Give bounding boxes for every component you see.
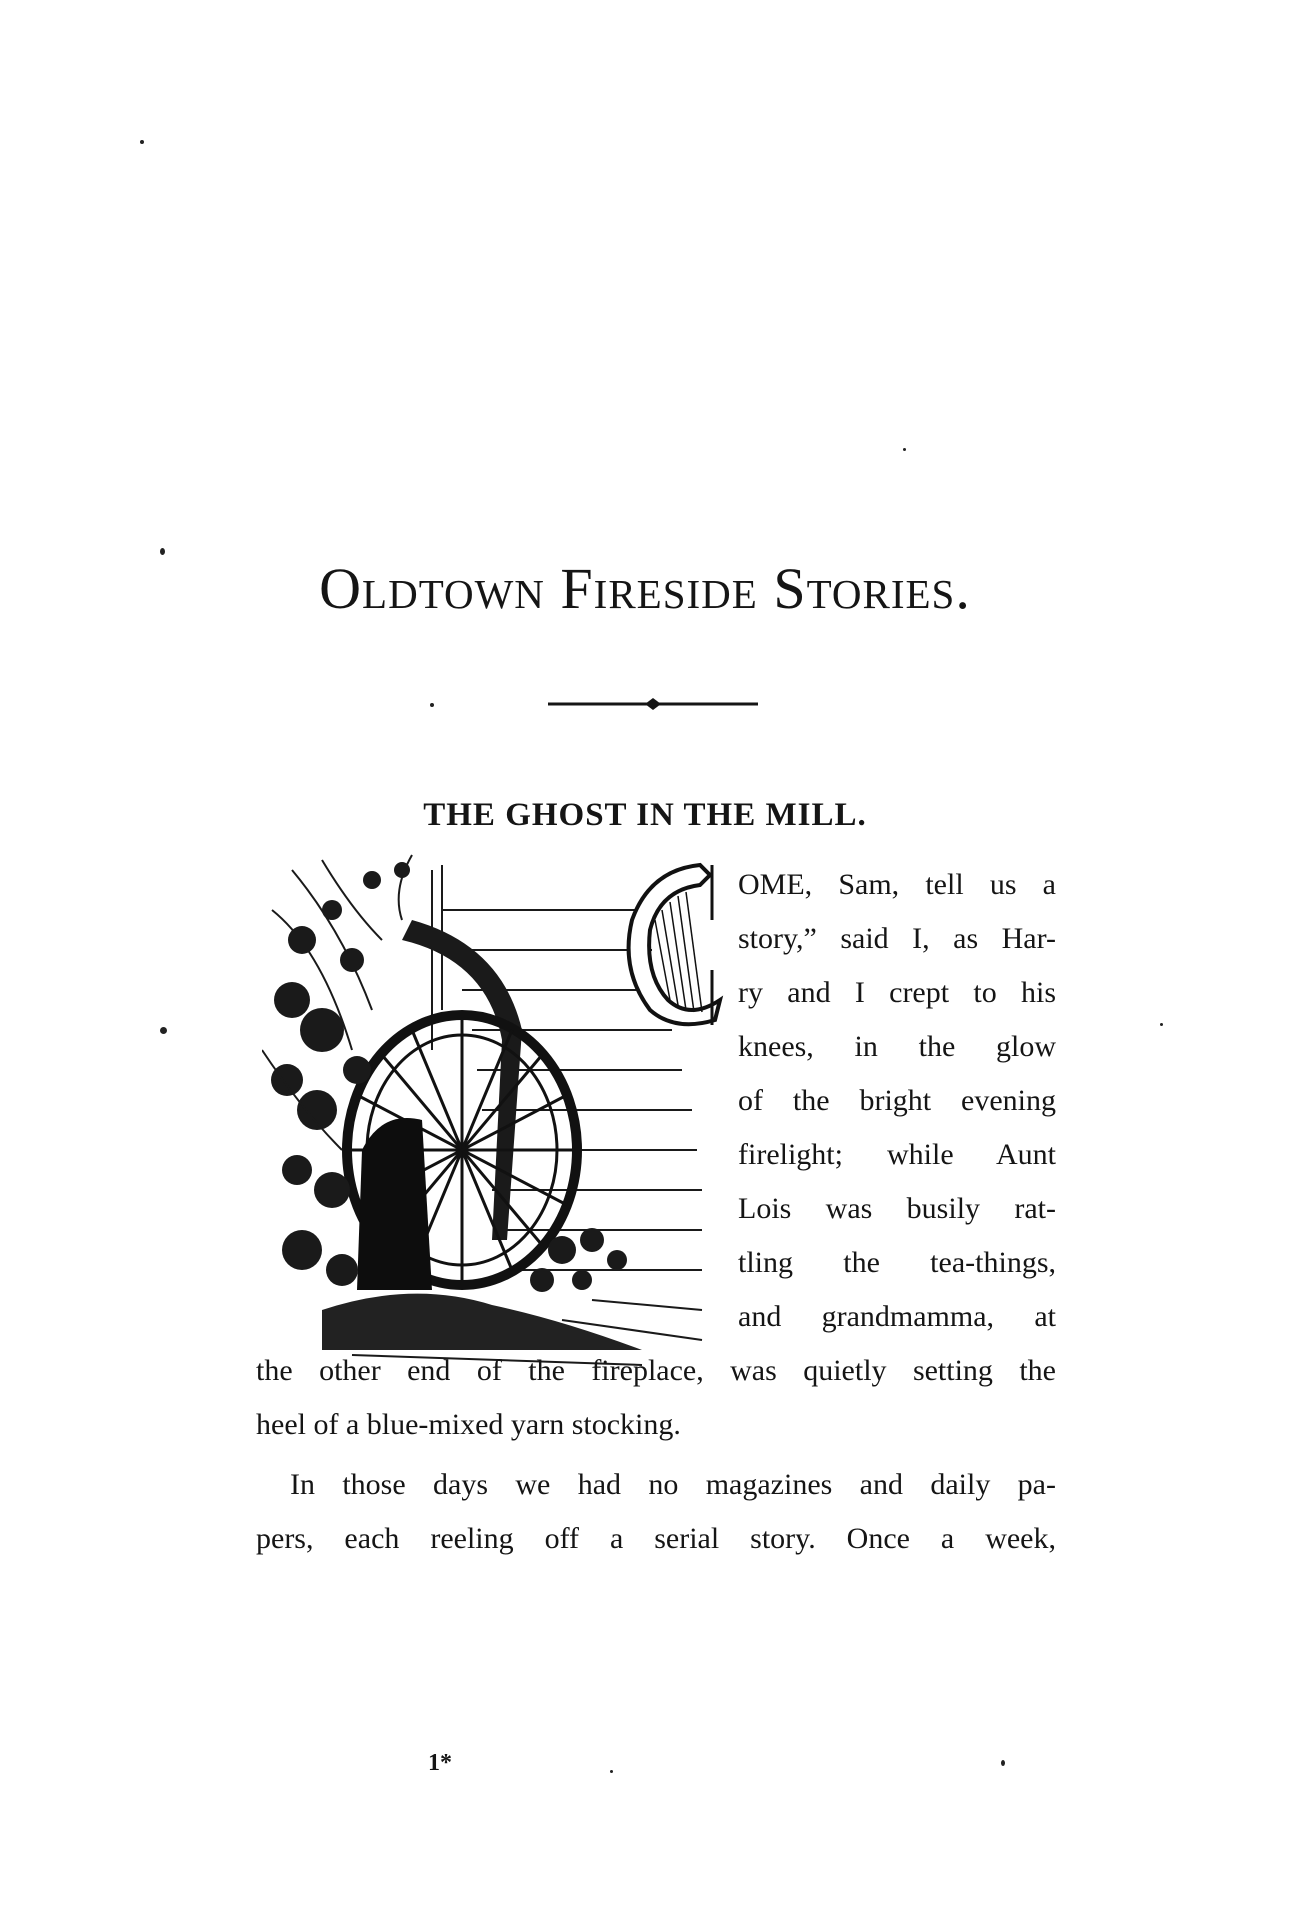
diamond-rule-ornament-icon (548, 696, 758, 712)
signature-mark: 1* (428, 1750, 452, 1776)
text-line: and grandmamma, at (738, 1300, 1056, 1333)
print-speck (1160, 1023, 1163, 1026)
text-line: pers, each reeling off a serial story. Once a week, (256, 1522, 1056, 1555)
print-speck (1001, 1760, 1005, 1766)
book-title: Oldtown Fireside Stories. (319, 556, 971, 621)
print-speck (140, 140, 144, 144)
text-line: story,” said I, as Har- (738, 922, 1056, 955)
print-speck (903, 448, 906, 451)
text-line: of the bright evening (738, 1084, 1056, 1117)
text-line: the other end of the fireplace, was quietly setting the (256, 1354, 1056, 1387)
text-line: firelight; while Aunt (738, 1138, 1056, 1171)
drop-cap (620, 860, 735, 1035)
print-speck (430, 703, 434, 707)
story-title: THE GHOST IN THE MILL. (423, 797, 867, 833)
text-line: ry and I crept to his (738, 976, 1056, 1009)
print-speck (160, 1027, 167, 1034)
text-line: tling the tea-things, (738, 1246, 1056, 1279)
text-line: In those days we had no magazines and daily pa- (290, 1468, 1056, 1501)
text-line: knees, in the glow (738, 1030, 1056, 1063)
text-line: heel of a blue-mixed yarn stocking. (256, 1408, 681, 1441)
drop-cap-letter: C (675, 977, 683, 988)
text-line: OME, Sam, tell us a (738, 868, 1056, 901)
print-speck (160, 548, 165, 555)
print-speck (610, 1770, 613, 1773)
text-line: Lois was busily rat- (738, 1192, 1056, 1225)
